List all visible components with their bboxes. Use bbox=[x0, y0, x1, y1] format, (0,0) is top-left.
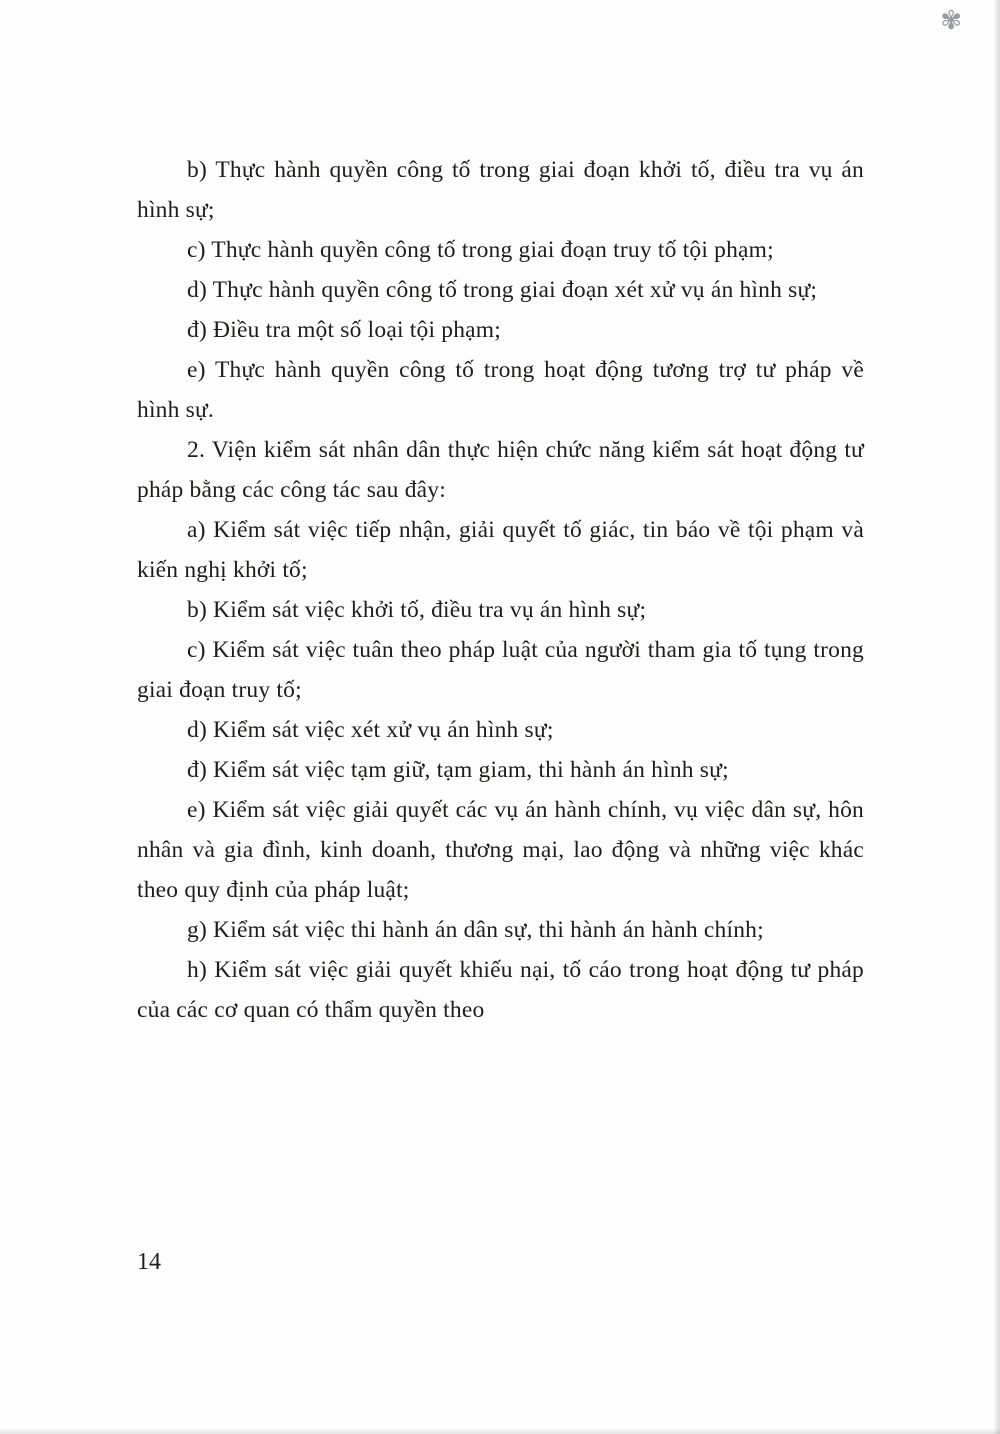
paragraph: 2. Viện kiểm sát nhân dân thực hiện chức năng kiểm sát hoạt động tư pháp bằng các công tác sau đây: bbox=[137, 437, 864, 503]
paragraph: e) Thực hành quyền công tố trong hoạt động tương trợ tư pháp về hình sự. bbox=[137, 357, 864, 423]
page-text-block bbox=[137, 150, 864, 1030]
paragraph: b) Thực hành quyền công tố trong giai đoạn khởi tố, điều tra vụ án hình sự; bbox=[137, 157, 864, 223]
paragraph: d) Thực hành quyền công tố trong giai đoạn xét xử vụ án hình sự; bbox=[187, 277, 818, 303]
page-number: 14 bbox=[137, 1249, 161, 1275]
paragraph: đ) Điều tra một số loại tội phạm; bbox=[187, 317, 502, 343]
scan-edge-shadow-bottom bbox=[0, 1428, 1000, 1434]
paragraph: e) Kiểm sát việc giải quyết các vụ án hành chính, vụ việc dân sự, hôn nhân và gia đình, kinh doanh, thương mại, lao động và những việc khác theo quy định của pháp luật; bbox=[137, 797, 864, 903]
paragraph: c) Thực hành quyền công tố trong giai đoạn truy tố tội phạm; bbox=[187, 237, 774, 263]
paragraph: g) Kiểm sát việc thi hành án dân sự, thi hành án hành chính; bbox=[187, 917, 764, 943]
paragraph: b) Kiểm sát việc khởi tố, điều tra vụ án hình sự; bbox=[187, 597, 647, 623]
paragraph: c) Kiểm sát việc tuân theo pháp luật của người tham gia tố tụng trong giai đoạn truy tố; bbox=[137, 637, 864, 703]
scan-edge-shadow-right bbox=[993, 0, 1000, 1434]
paragraph: d) Kiểm sát việc xét xử vụ án hình sự; bbox=[187, 717, 554, 743]
paragraph: a) Kiểm sát việc tiếp nhận, giải quyết tố giác, tin báo về tội phạm và kiến nghị khởi tố; bbox=[137, 517, 864, 583]
paragraph: h) Kiểm sát việc giải quyết khiếu nại, tố cáo trong hoạt động tư pháp của các cơ quan có thẩm quyền theo bbox=[137, 957, 864, 1023]
flower-ornament-icon: ✾ bbox=[940, 6, 962, 35]
paragraph: đ) Kiểm sát việc tạm giữ, tạm giam, thi hành án hình sự; bbox=[187, 757, 729, 783]
